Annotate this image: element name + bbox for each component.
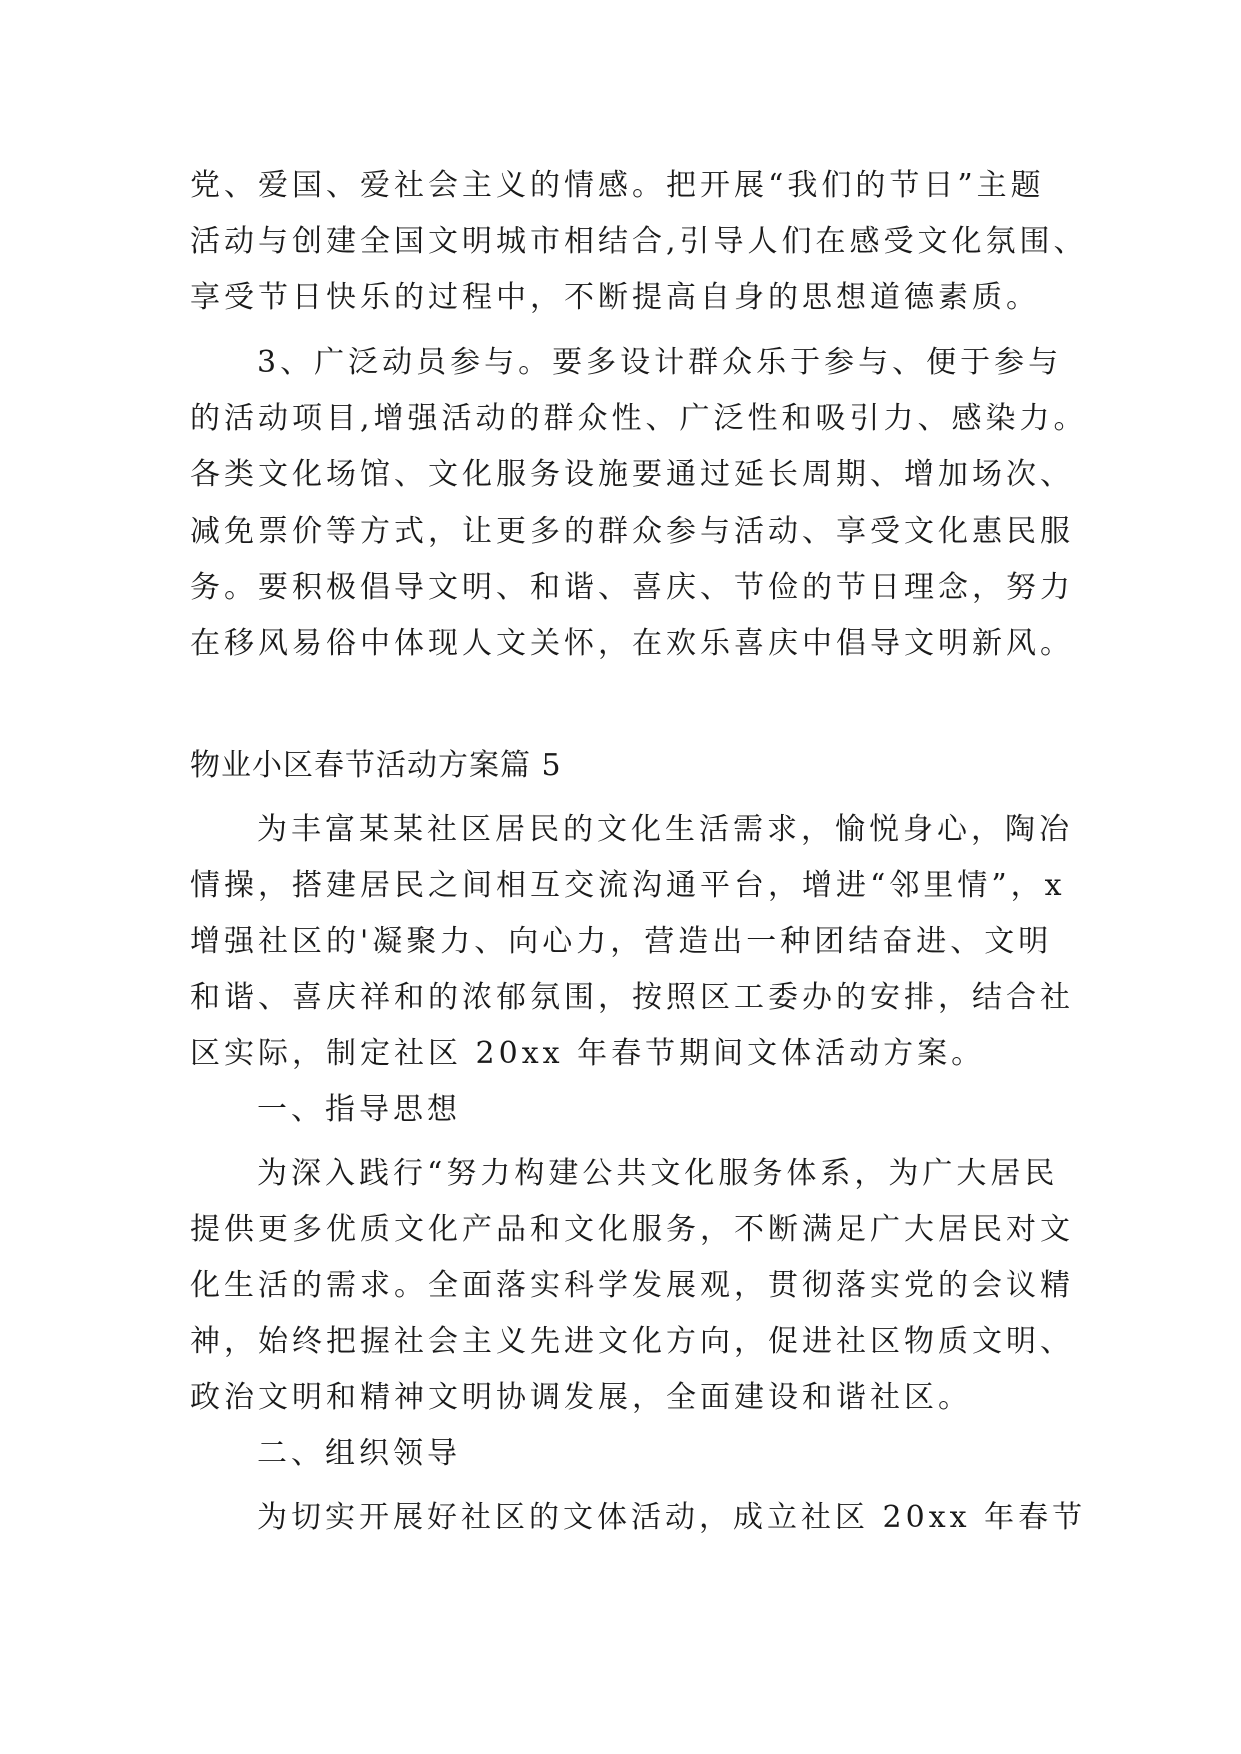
body-text-line: 情操，搭建居民之间相互交流沟通平台，增进“邻里情”，x — [190, 868, 1066, 903]
section-title: 物业小区春节活动方案篇 5 — [190, 748, 562, 783]
body-text-line: 减免票价等方式，让更多的群众参与活动、享受文化惠民服 — [190, 514, 1074, 549]
body-text-line: 化生活的需求。全面落实科学发展观，贯彻落实党的会议精 — [190, 1268, 1074, 1303]
subsection-heading: 一、指导思想 — [257, 1092, 461, 1127]
body-text-line: 政治文明和精神文明协调发展，全面建设和谐社区。 — [190, 1380, 972, 1415]
body-text-line: 党、爱国、爱社会主义的情感。把开展“我们的节日”主题 — [190, 168, 1045, 203]
body-text-line: 区实际，制定社区 20xx 年春节期间文体活动方案。 — [190, 1036, 986, 1071]
body-text-line: 的活动项目,增强活动的群众性、广泛性和吸引力、感染力。 — [190, 401, 1088, 436]
body-text-line: 各类文化场馆、文化服务设施要通过延长周期、增加场次、 — [190, 457, 1074, 492]
body-text-line: 为深入践行“努力构建公共文化服务体系，为广大居民 — [257, 1156, 1059, 1191]
body-text-line: 活动与创建全国文明城市相结合,引导人们在感受文化氛围、 — [190, 224, 1088, 259]
body-text-line: 在移风易俗中体现人文关怀，在欢乐喜庆中倡导文明新风。 — [190, 626, 1074, 661]
body-text-line: 3、广泛动员参与。要多设计群众乐于参与、便于参与 — [257, 345, 1063, 380]
body-text-line: 为丰富某某社区居民的文化生活需求，愉悦身心，陶冶 — [257, 812, 1073, 847]
body-text-line: 为切实开展好社区的文体活动，成立社区 20xx 年春节 — [257, 1500, 1087, 1535]
subsection-heading: 二、组织领导 — [257, 1436, 461, 1471]
body-text-line: 享受节日快乐的过程中，不断提高自身的思想道德素质。 — [190, 280, 1040, 315]
body-text-line: 增强社区的'凝聚力、向心力，营造出一种团结奋进、文明 — [190, 924, 1053, 959]
body-text-line: 神，始终把握社会主义先进文化方向，促进社区物质文明、 — [190, 1324, 1074, 1359]
body-text-line: 务。要积极倡导文明、和谐、喜庆、节俭的节日理念，努力 — [190, 570, 1074, 605]
body-text-line: 和谐、喜庆祥和的浓郁氛围，按照区工委办的安排，结合社 — [190, 980, 1074, 1015]
body-text-line: 提供更多优质文化产品和文化服务，不断满足广大居民对文 — [190, 1212, 1074, 1247]
